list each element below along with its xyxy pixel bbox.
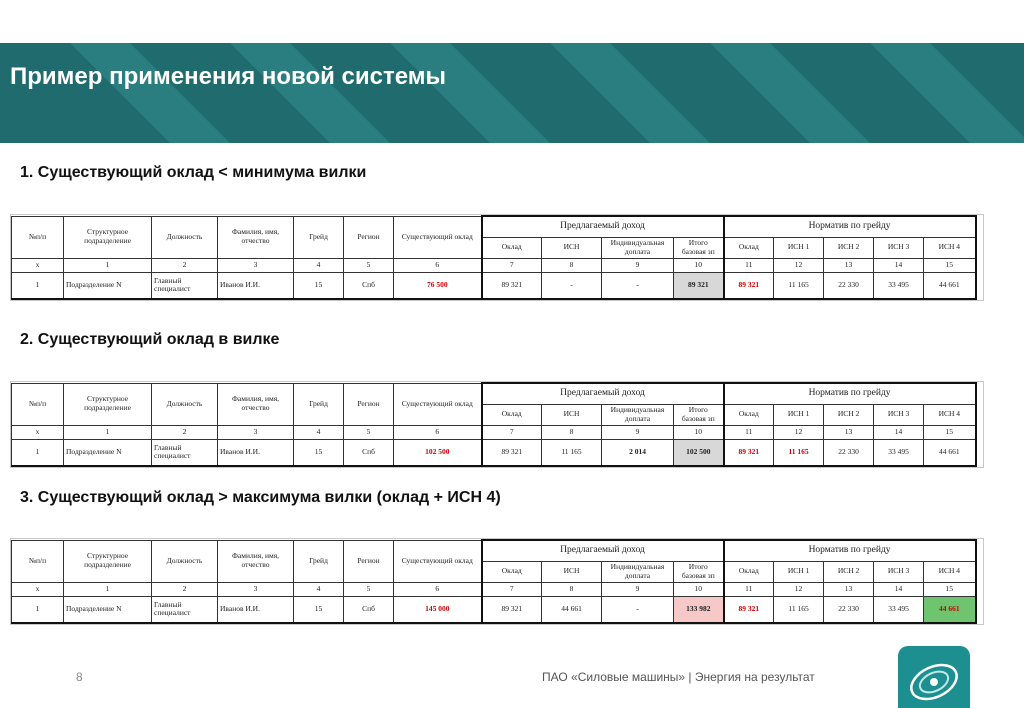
th-col: Итого базовая зп bbox=[674, 404, 724, 425]
cell: Главный специалист bbox=[152, 272, 218, 299]
th-salary: Существующий оклад bbox=[394, 216, 482, 258]
col-number: 3 bbox=[218, 582, 294, 596]
section-2-heading: 2. Существующий оклад в вилке bbox=[20, 331, 280, 348]
th-col: ИСН 4 bbox=[924, 237, 976, 258]
cell: 11 165 bbox=[774, 272, 824, 299]
cell: 1 bbox=[12, 439, 64, 466]
th-col: Оклад bbox=[482, 404, 542, 425]
th-col: Индивидуальная доплата bbox=[602, 404, 674, 425]
th-salary: Существующий оклад bbox=[394, 383, 482, 425]
cell: 33 495 bbox=[874, 272, 924, 299]
th-region: Регион bbox=[344, 540, 394, 582]
th-col: Оклад bbox=[482, 237, 542, 258]
cell: Спб bbox=[344, 596, 394, 623]
section-1-heading: 1. Существующий оклад < минимума вилки bbox=[20, 164, 367, 181]
col-number: 12 bbox=[774, 425, 824, 439]
col-number: 13 bbox=[824, 258, 874, 272]
col-number: 15 bbox=[924, 258, 976, 272]
th-col: ИСН 3 bbox=[874, 561, 924, 582]
col-number: 12 bbox=[774, 582, 824, 596]
th-dept: Структурное подразделение bbox=[64, 216, 152, 258]
cell: Главный специалист bbox=[152, 596, 218, 623]
cell: 89 321 bbox=[724, 439, 774, 466]
col-number: 3 bbox=[218, 258, 294, 272]
cell: Иванов И.И. bbox=[218, 272, 294, 299]
col-number: 14 bbox=[874, 582, 924, 596]
table-section-1 bbox=[10, 214, 984, 301]
col-number: 3 bbox=[218, 425, 294, 439]
cell: Главный специалист bbox=[152, 439, 218, 466]
col-number: 8 bbox=[542, 258, 602, 272]
cell: 11 165 bbox=[542, 439, 602, 466]
cell: 22 330 bbox=[824, 596, 874, 623]
col-number: 1 bbox=[64, 258, 152, 272]
col-number: 10 bbox=[674, 582, 724, 596]
th-col: Оклад bbox=[724, 237, 774, 258]
cell: 1 bbox=[12, 272, 64, 299]
col-number: 4 bbox=[294, 258, 344, 272]
th-name: Фамилия, имя, отчество bbox=[218, 216, 294, 258]
col-number: 7 bbox=[482, 425, 542, 439]
cell: 22 330 bbox=[824, 272, 874, 299]
cell: 11 165 bbox=[774, 596, 824, 623]
th-col: Оклад bbox=[724, 561, 774, 582]
th-col: Оклад bbox=[724, 404, 774, 425]
cell-total-base: 133 982 bbox=[674, 596, 724, 623]
salary-table-3 bbox=[11, 539, 977, 624]
table-section-3 bbox=[10, 538, 984, 625]
cell: 89 321 bbox=[482, 596, 542, 623]
cell: 33 495 bbox=[874, 439, 924, 466]
cell: 44 661 bbox=[542, 596, 602, 623]
col-number: 13 bbox=[824, 582, 874, 596]
th-dept: Структурное подразделение bbox=[64, 383, 152, 425]
page-title: Пример применения новой системы bbox=[10, 63, 447, 90]
col-number: 6 bbox=[394, 258, 482, 272]
col-number: 15 bbox=[924, 425, 976, 439]
th-col: ИСН bbox=[542, 561, 602, 582]
th-col: ИСН 2 bbox=[824, 404, 874, 425]
col-number: х bbox=[12, 582, 64, 596]
power-machines-logo-icon bbox=[898, 646, 970, 708]
cell: Спб bbox=[344, 272, 394, 299]
col-number: 14 bbox=[874, 258, 924, 272]
th-col: Индивидуальная доплата bbox=[602, 237, 674, 258]
cell: Подразделение N bbox=[64, 272, 152, 299]
th-position: Должность bbox=[152, 540, 218, 582]
col-number: 9 bbox=[602, 258, 674, 272]
col-number: 4 bbox=[294, 425, 344, 439]
th-salary: Существующий оклад bbox=[394, 540, 482, 582]
banner-stripes bbox=[0, 43, 1024, 143]
col-number: 5 bbox=[344, 582, 394, 596]
th-col: ИСН bbox=[542, 404, 602, 425]
cell: - bbox=[602, 272, 674, 299]
th-col: ИСН 4 bbox=[924, 561, 976, 582]
th-col: ИСН 1 bbox=[774, 561, 824, 582]
cell: Иванов И.И. bbox=[218, 596, 294, 623]
col-number: 11 bbox=[724, 258, 774, 272]
header-banner bbox=[0, 43, 1024, 143]
th-grade: Грейд bbox=[294, 540, 344, 582]
col-number: 9 bbox=[602, 425, 674, 439]
col-number: 6 bbox=[394, 582, 482, 596]
col-number: 2 bbox=[152, 582, 218, 596]
th-col: Индивидуальная доплата bbox=[602, 561, 674, 582]
cell: Иванов И.И. bbox=[218, 439, 294, 466]
th-region: Регион bbox=[344, 216, 394, 258]
cell: 1 bbox=[12, 596, 64, 623]
th-name: Фамилия, имя, отчество bbox=[218, 540, 294, 582]
col-number: х bbox=[12, 425, 64, 439]
th-group-proposed: Предлагаемый доход bbox=[482, 540, 724, 561]
cell: Подразделение N bbox=[64, 596, 152, 623]
table-section-2 bbox=[10, 381, 984, 468]
col-number: 13 bbox=[824, 425, 874, 439]
col-number: 6 bbox=[394, 425, 482, 439]
col-number: 1 bbox=[64, 425, 152, 439]
th-col: ИСН 3 bbox=[874, 237, 924, 258]
cell: 44 661 bbox=[924, 272, 976, 299]
th-col: ИСН 1 bbox=[774, 404, 824, 425]
th-region: Регион bbox=[344, 383, 394, 425]
col-number: 2 bbox=[152, 425, 218, 439]
cell-existing-salary: 145 000 bbox=[394, 596, 482, 623]
cell: 15 bbox=[294, 596, 344, 623]
cell-existing-salary: 76 500 bbox=[394, 272, 482, 299]
th-grade: Грейд bbox=[294, 216, 344, 258]
salary-table-2 bbox=[11, 382, 977, 467]
col-number: х bbox=[12, 258, 64, 272]
th-col: ИСН 4 bbox=[924, 404, 976, 425]
th-group-norm: Норматив по грейду bbox=[724, 216, 976, 237]
cell: 15 bbox=[294, 272, 344, 299]
col-number: 5 bbox=[344, 425, 394, 439]
th-num: №п/п bbox=[12, 540, 64, 582]
col-number: 9 bbox=[602, 582, 674, 596]
cell-total-base: 89 321 bbox=[674, 272, 724, 299]
cell: 89 321 bbox=[482, 439, 542, 466]
col-number: 11 bbox=[724, 425, 774, 439]
th-group-norm: Норматив по грейду bbox=[724, 540, 976, 561]
th-dept: Структурное подразделение bbox=[64, 540, 152, 582]
cell: 89 321 bbox=[724, 272, 774, 299]
col-number: 10 bbox=[674, 258, 724, 272]
cell: - bbox=[542, 272, 602, 299]
page-number: 8 bbox=[76, 670, 83, 684]
th-col: Итого базовая зп bbox=[674, 237, 724, 258]
th-col: ИСН bbox=[542, 237, 602, 258]
col-number: 11 bbox=[724, 582, 774, 596]
salary-table-1 bbox=[11, 215, 977, 300]
cell: 22 330 bbox=[824, 439, 874, 466]
th-col: ИСН 2 bbox=[824, 561, 874, 582]
th-name: Фамилия, имя, отчество bbox=[218, 383, 294, 425]
th-col: ИСН 2 bbox=[824, 237, 874, 258]
th-num: №п/п bbox=[12, 383, 64, 425]
cell-isn4: 44 661 bbox=[924, 596, 976, 623]
cell: 2 014 bbox=[602, 439, 674, 466]
th-num: №п/п bbox=[12, 216, 64, 258]
th-col: Оклад bbox=[482, 561, 542, 582]
cell: Подразделение N bbox=[64, 439, 152, 466]
col-number: 7 bbox=[482, 258, 542, 272]
col-number: 5 bbox=[344, 258, 394, 272]
col-number: 4 bbox=[294, 582, 344, 596]
col-number: 8 bbox=[542, 425, 602, 439]
footer-company: ПАО «Силовые машины» | Энергия на результат bbox=[542, 670, 815, 684]
col-number: 2 bbox=[152, 258, 218, 272]
th-position: Должность bbox=[152, 216, 218, 258]
cell: 44 661 bbox=[924, 439, 976, 466]
cell-existing-salary: 102 500 bbox=[394, 439, 482, 466]
th-col: ИСН 1 bbox=[774, 237, 824, 258]
cell-total-base: 102 500 bbox=[674, 439, 724, 466]
col-number: 14 bbox=[874, 425, 924, 439]
th-grade: Грейд bbox=[294, 383, 344, 425]
cell: 89 321 bbox=[482, 272, 542, 299]
col-number: 10 bbox=[674, 425, 724, 439]
th-col: ИСН 3 bbox=[874, 404, 924, 425]
col-number: 12 bbox=[774, 258, 824, 272]
cell: Спб bbox=[344, 439, 394, 466]
col-number: 8 bbox=[542, 582, 602, 596]
section-3-heading: 3. Существующий оклад > максимума вилки (оклад + ИСН 4) bbox=[20, 489, 501, 506]
th-group-proposed: Предлагаемый доход bbox=[482, 383, 724, 404]
cell: 33 495 bbox=[874, 596, 924, 623]
cell: 89 321 bbox=[724, 596, 774, 623]
cell: 15 bbox=[294, 439, 344, 466]
cell: - bbox=[602, 596, 674, 623]
cell: 11 165 bbox=[774, 439, 824, 466]
th-group-proposed: Предлагаемый доход bbox=[482, 216, 724, 237]
col-number: 7 bbox=[482, 582, 542, 596]
th-group-norm: Норматив по грейду bbox=[724, 383, 976, 404]
th-position: Должность bbox=[152, 383, 218, 425]
col-number: 1 bbox=[64, 582, 152, 596]
th-col: Итого базовая зп bbox=[674, 561, 724, 582]
col-number: 15 bbox=[924, 582, 976, 596]
logo-graphic bbox=[898, 646, 970, 708]
